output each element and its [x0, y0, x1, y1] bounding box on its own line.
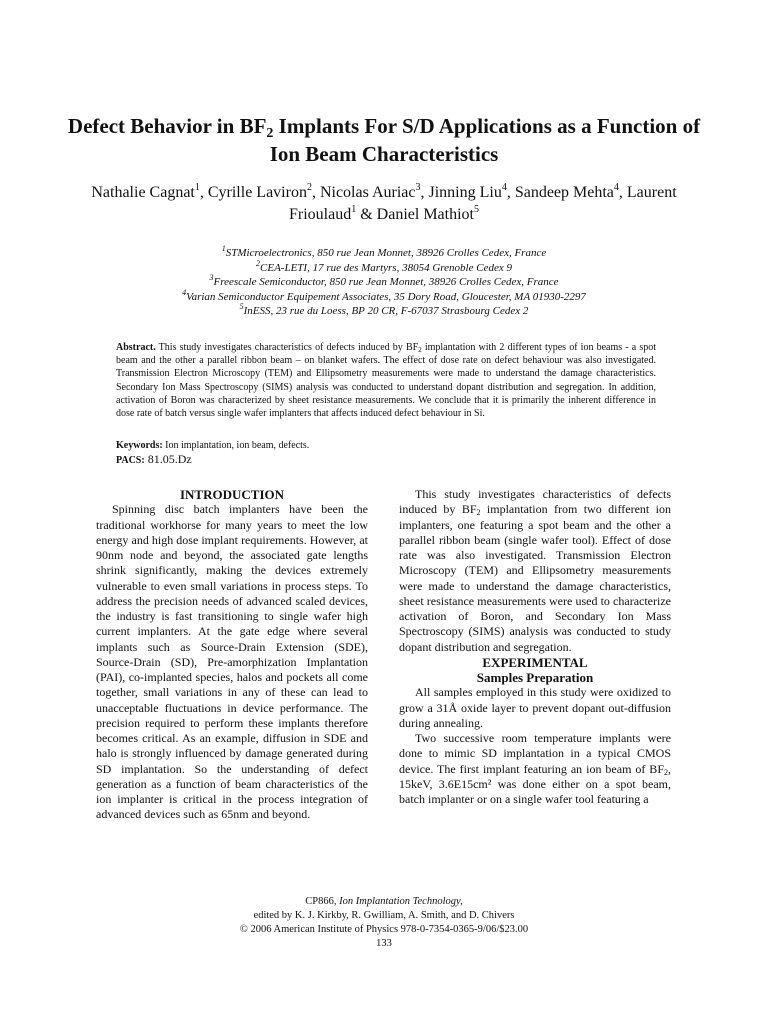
keywords-label: Keywords:	[116, 440, 163, 451]
footer-line: edited by K. J. Kirkby, R. Gwilliam, A. Smith, and D. Chivers	[253, 910, 515, 921]
affiliation: $^5$InESS, 23 rue du Loess, BP 20 CR, F-67037 Strasbourg Cedex 2	[239, 302, 529, 318]
affiliation: $^2$CEA-LETI, 17 rue des Martyrs, 38054 Grenoble Cedex 9	[256, 258, 512, 274]
author: Jinning Liu$^4$,	[428, 182, 515, 201]
footer-line: CP866, Ion Implantation Technology,	[305, 896, 463, 907]
section-heading-experimental: EXPERIMENTAL	[482, 654, 588, 670]
title-text-cont: Implants For S/D Applications as a Function of Ion Beam Characteristics	[269, 114, 701, 166]
keywords: Keywords: Ion implantation, ion beam, defects.	[116, 440, 310, 451]
author: Laurent Frioulaud$^1$ &	[289, 184, 677, 223]
author: Daniel Mathiot$^5$	[376, 204, 479, 223]
paragraph: Two successive room temperature implants were done to mimic SD implantation in a typical CMOS device. The first implant featuring an ion beam of $BF_2$, 15keV, 3.6E15cm² was done either on a spot beam, batch implanter or on a single wafer tool featuring a	[399, 731, 671, 806]
author-list	[60, 182, 708, 226]
author: Sandeep Mehta$^4$,	[514, 182, 627, 201]
section-heading-introduction: INTRODUCTION	[179, 487, 284, 502]
title-subscript: 2	[266, 126, 274, 141]
paragraph: Spinning disc batch implanters have been the traditional workhorse for many years to meet the low energy and high dose implant requirements. However, at 90nm node and beyond, the associated gate lengths shrink significantly, making the devices extremely vulnerable to even small variations in process steps. To address the precision needs of advanced scaled devices, the industry is fast transitioning to single wafer high current implanters. At the gate edge where several implants such as Source-Drain Extension (SDE), Source-Drain (SD), Pre-amorphization Implantation (PAI), co-implanted species, halos and pockets all come together, small variations in any of these can lead to unacceptable fluctuations in device performance. The precision required to perform these implants therefore becomes critical. As an example, diffusion in SDE and halo is strongly influenced by damage generated during SD implantation. So the understanding of defect generation as a function of beam characteristics of the ion implanter is critical in the process integration of advanced devices such as 65nm and beyond.	[96, 502, 368, 822]
affiliation-list	[60, 246, 708, 319]
paragraph: This study investigates characteristics of defects induced by $BF_2$ implantation from two different ion implanters, one featuring a spot beam and the other a parallel ribbon beam (single wafer tool). Effect of dose rate was also investigated. Transmission Electron Microscopy (TEM) and Ellipsometry measurements were made to understand the damage characteristics, sheet resistance measurements were used to characterize activation of Boron, and Secondary Ion Mass Spectroscopy (SIMS) analysis was conducted to study dopant distribution and segregation.	[399, 487, 671, 654]
pacs: PACS: 81.05.Dz	[116, 452, 192, 466]
affiliation: $^3$Freescale Semiconductor, 850 rue Jean Monnet, 38926 Crolles Cedex, France	[209, 273, 559, 289]
abstract-label: Abstract.	[116, 342, 156, 353]
author: Nathalie Cagnat$^1$,	[91, 182, 208, 201]
pacs-label: PACS:	[116, 455, 145, 466]
title-text: Defect Behavior in BF	[67, 114, 267, 138]
affiliation: $^1$STMicroelectronics, 850 rue Jean Monnet, 38926 Crolles Cedex, France	[221, 244, 547, 259]
footer-line: © 2006 American Institute of Physics 978-0-7354-0365-9/06/$23.00	[239, 924, 529, 935]
affiliation: $^4$Varian Semiconductor Equipement Associates, 35 Dory Road, Gloucester, MA 01930-2297	[182, 287, 586, 303]
paragraph: All samples employed in this study were oxidized to grow a 31Å oxide layer to prevent dopant out-diffusion during annealing.	[399, 685, 671, 730]
page-number: 133	[376, 938, 392, 949]
left-column	[96, 487, 368, 823]
right-column	[399, 487, 671, 807]
paper-title	[60, 112, 708, 168]
page-footer	[160, 895, 608, 951]
subsection-heading-samples: Samples Preparation	[476, 670, 594, 685]
author: Nicolas Auriac$^3$,	[319, 182, 429, 201]
author: Cyrille Laviron$^2$,	[207, 182, 320, 201]
abstract: Abstract. This study investigates characteristics of defects induced by $BF_2$ implantation with 2 different types of ion beams - a spot beam and the other a parallel ribbon beam – on blanket wafers. The effect of dose rate on defect behaviour was also investigated. Transmission Electron Microscopy (TEM) and Ellipsometry measurements were made to understand the damage characteristics. Secondary Ion Mass Spectroscopy (SIMS) analysis was conducted to understand dopant distribution and segregation. In addition, activation of Boron was characterized by sheet resistance measurements. We conclude that it is primarily the inherent difference in dose rate of batch versus single wafer implanters that affects induced defect behaviour in Si.	[116, 342, 656, 420]
